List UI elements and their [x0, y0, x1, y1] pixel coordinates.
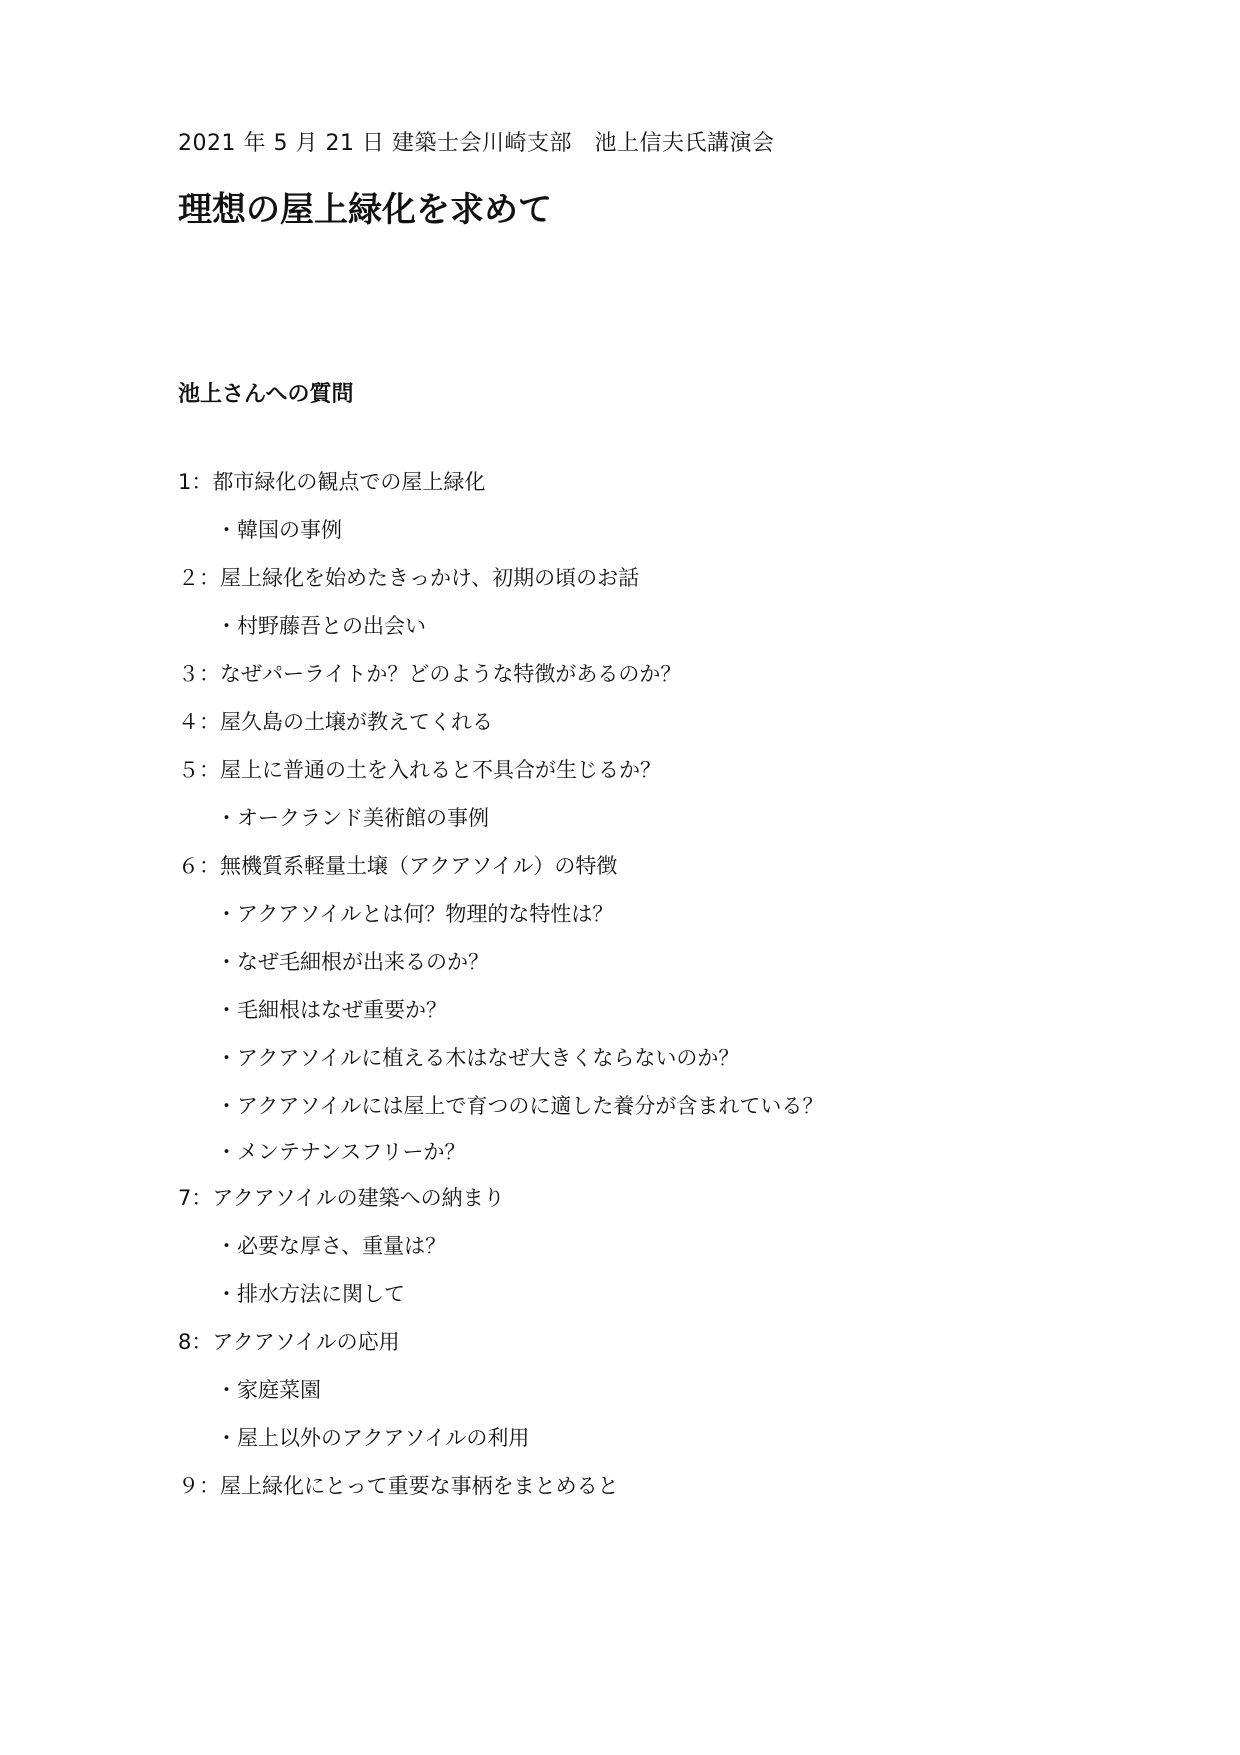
question-subitem: ・アクアソイルには屋上で育つのに適した養分が含まれている？: [216, 1094, 824, 1118]
question-item: ４：屋久島の土壌が教えてくれる: [178, 710, 493, 734]
question-subitem: ・毛細根はなぜ重要か？: [216, 998, 447, 1022]
question-subitem: ・アクアソイルとは何？物理的な特性は？: [216, 902, 614, 926]
question-subitem: ・韓国の事例: [216, 518, 342, 542]
question-subitem: ・なぜ毛細根が出来るのか？: [216, 950, 489, 974]
question-subitem: ・屋上以外のアクアソイルの利用: [216, 1426, 530, 1450]
question-item: 7：アクアソイルの建築への納まり: [178, 1186, 505, 1210]
question-item: ２：屋上緑化を始めたきっかけ、初期の頃のお話: [178, 566, 640, 590]
question-subitem: ・必要な厚さ、重量は？: [216, 1234, 447, 1258]
question-subitem: ・村野藤吾との出会い: [216, 614, 426, 638]
section-heading: 池上さんへの質問: [178, 382, 354, 407]
question-subitem: ・アクアソイルに植える木はなぜ大きくならないのか？: [216, 1046, 740, 1070]
question-item: 1：都市緑化の観点での屋上緑化: [178, 470, 486, 494]
question-subitem: ・メンテナンスフリーか？: [216, 1140, 466, 1164]
question-item: ３：なぜパーライトか？どのような特徴があるのか？: [178, 662, 682, 686]
question-item: ９：屋上緑化にとって重要な事柄をまとめると: [178, 1474, 619, 1498]
question-item: ６：無機質系軽量土壌（アクアソイル）の特徴: [178, 854, 618, 878]
question-item: ５：屋上に普通の土を入れると不具合が生じるか？: [178, 758, 661, 782]
question-item: 8：アクアソイルの応用: [178, 1330, 400, 1354]
page-title: 理想の屋上緑化を求めて: [178, 190, 552, 230]
event-header: 2021 年 5 月 21 日 建築士会川崎支部 池上信夫氏講演会: [178, 131, 775, 156]
question-subitem: ・家庭菜園: [216, 1378, 321, 1402]
question-subitem: ・排水方法に関して: [216, 1282, 405, 1306]
question-subitem: ・オークランド美術館の事例: [216, 806, 489, 830]
